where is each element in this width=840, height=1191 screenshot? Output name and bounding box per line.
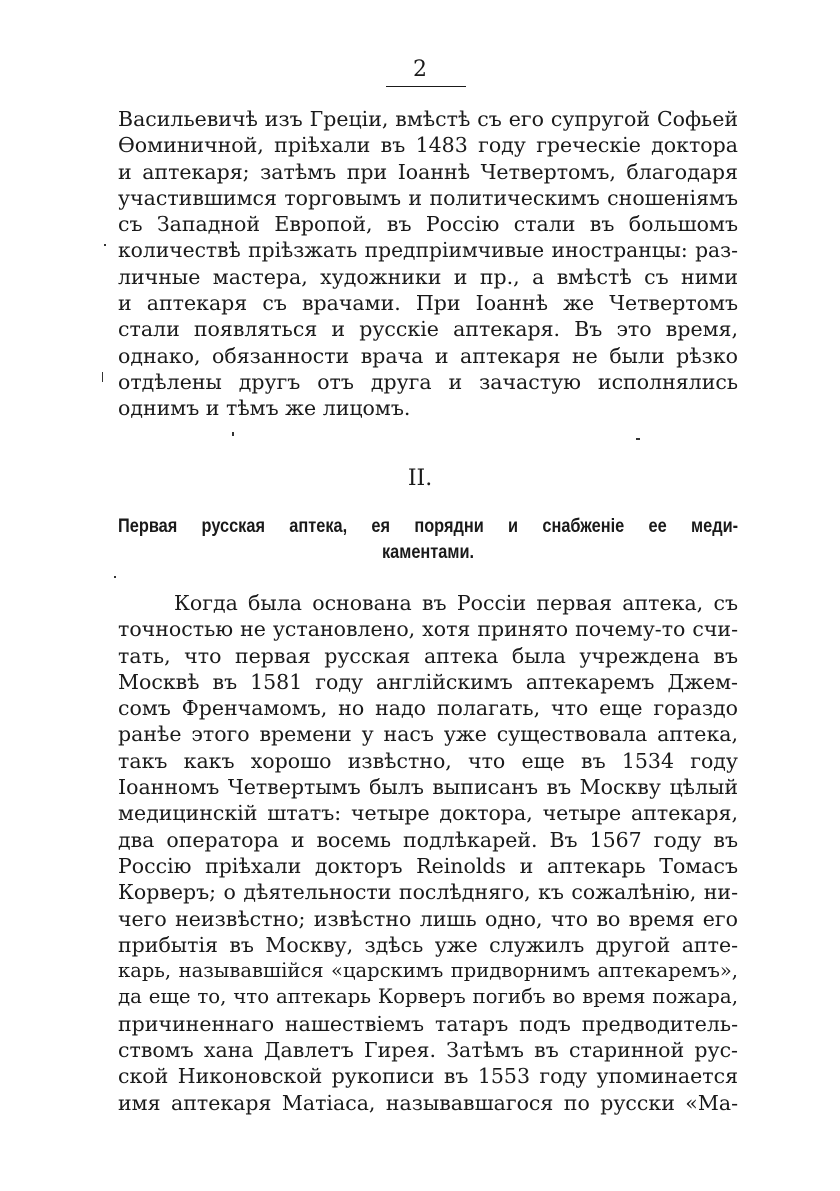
text-line: и аптекаря; затѣмъ при Іоаннѣ Четвертомъ, благодаря — [118, 159, 738, 184]
text-line: участившимся торговымъ и политическимъ сношеніямъ — [118, 185, 738, 210]
text-line: сомъ Френчамомъ, но надо полагать, что еще гораздо — [118, 696, 738, 721]
text-line: причиненнаго нашествіемъ татаръ подъ предводитель- — [118, 1011, 738, 1036]
scan-speck — [114, 576, 116, 578]
paragraph-first-pharmacy — [118, 590, 738, 1116]
text-line: Іоанномъ Четвертымъ былъ выписанъ въ Москву цѣлый — [118, 775, 738, 800]
text-line: точностью не установлено, хотя принято почему-то счи- — [118, 617, 738, 642]
text-line: отдѣлены другъ отъ друга и зачастую исполнялись — [118, 369, 738, 394]
scan-speck — [232, 432, 234, 436]
section-heading-line: каментами. — [381, 542, 475, 563]
text-line: личные мастера, художники и пр., а вмѣстѣ съ ними — [118, 264, 738, 289]
paragraph-continuation — [118, 106, 738, 422]
text-line: Когда была основана въ Россіи первая аптека, съ — [174, 591, 738, 615]
text-line: ранѣе этого времени у насъ уже существовала аптека, — [118, 722, 738, 747]
text-line: чего неизвѣстно; извѣстно лишь одно, что во время его — [118, 906, 738, 931]
text-line: ской Никоновской рукописи въ 1553 году упоминается — [118, 1064, 738, 1089]
text-line: такъ какъ хорошо извѣстно, что еще въ 1534 году — [118, 748, 738, 773]
text-line: ствомъ хана Давлетъ Гирея. Затѣмъ въ старинной рус- — [118, 1038, 738, 1063]
text-line: два оператора и восемь подлѣкарей. Въ 1567 году въ — [118, 827, 738, 852]
text-line: стали появляться и русскіе аптекаря. Въ это время, — [118, 317, 738, 342]
text-line: однако, обязанности врача и аптекаря не были рѣзко — [118, 343, 738, 368]
scan-speck — [102, 372, 103, 382]
section-heading-line: Первая русская аптека, ея порядни и снабженіе ее меди- — [118, 516, 739, 537]
text-line: Ѳоминичной, пріѣхали въ 1483 году греческіе доктора — [118, 133, 738, 158]
page-number-rule — [386, 86, 466, 87]
text-line: тать, что первая русская аптека была учреждена въ — [118, 643, 738, 668]
section-numeral: II. — [407, 466, 433, 491]
text-line: Васильевичѣ изъ Греціи, вмѣстѣ съ его супругой Софьей — [118, 107, 738, 131]
scan-speck — [636, 438, 640, 440]
text-line: да еще то, что аптекарь Корверъ погибъ во время пожара, — [118, 985, 738, 1009]
text-line: количествѣ пріѣзжать предпріимчивые иностранцы: раз- — [118, 238, 738, 263]
scan-speck — [104, 244, 106, 246]
text-line: съ Западной Европой, въ Россію стали въ большомъ — [118, 212, 738, 237]
page-number: 2 — [413, 57, 427, 82]
text-line: Россію пріѣхали докторъ Reinolds и аптекарь Томасъ — [118, 853, 738, 878]
text-line: карь, называвшійся «царскимъ придворнимъ аптекаремъ», — [118, 959, 738, 983]
text-line: прибытія въ Москву, здѣсь уже служилъ другой апте- — [118, 932, 738, 957]
text-line: имя аптекаря Матіаса, называвшагося по русски «Ма- — [118, 1090, 738, 1115]
text-line: медицинскій штатъ: четыре доктора, четыре аптекаря, — [118, 801, 738, 826]
text-line: Корверъ; о дѣятельности послѣдняго, къ сожалѣнію, ни- — [118, 880, 738, 905]
text-line: Москвѣ въ 1581 году англійскимъ аптекаремъ Джем- — [118, 669, 738, 694]
section-heading — [118, 514, 738, 566]
text-line: и аптекаря съ врачами. При Іоаннѣ же Четвертомъ — [118, 291, 738, 316]
text-line: однимъ и тѣмъ же лицомъ. — [118, 396, 411, 421]
